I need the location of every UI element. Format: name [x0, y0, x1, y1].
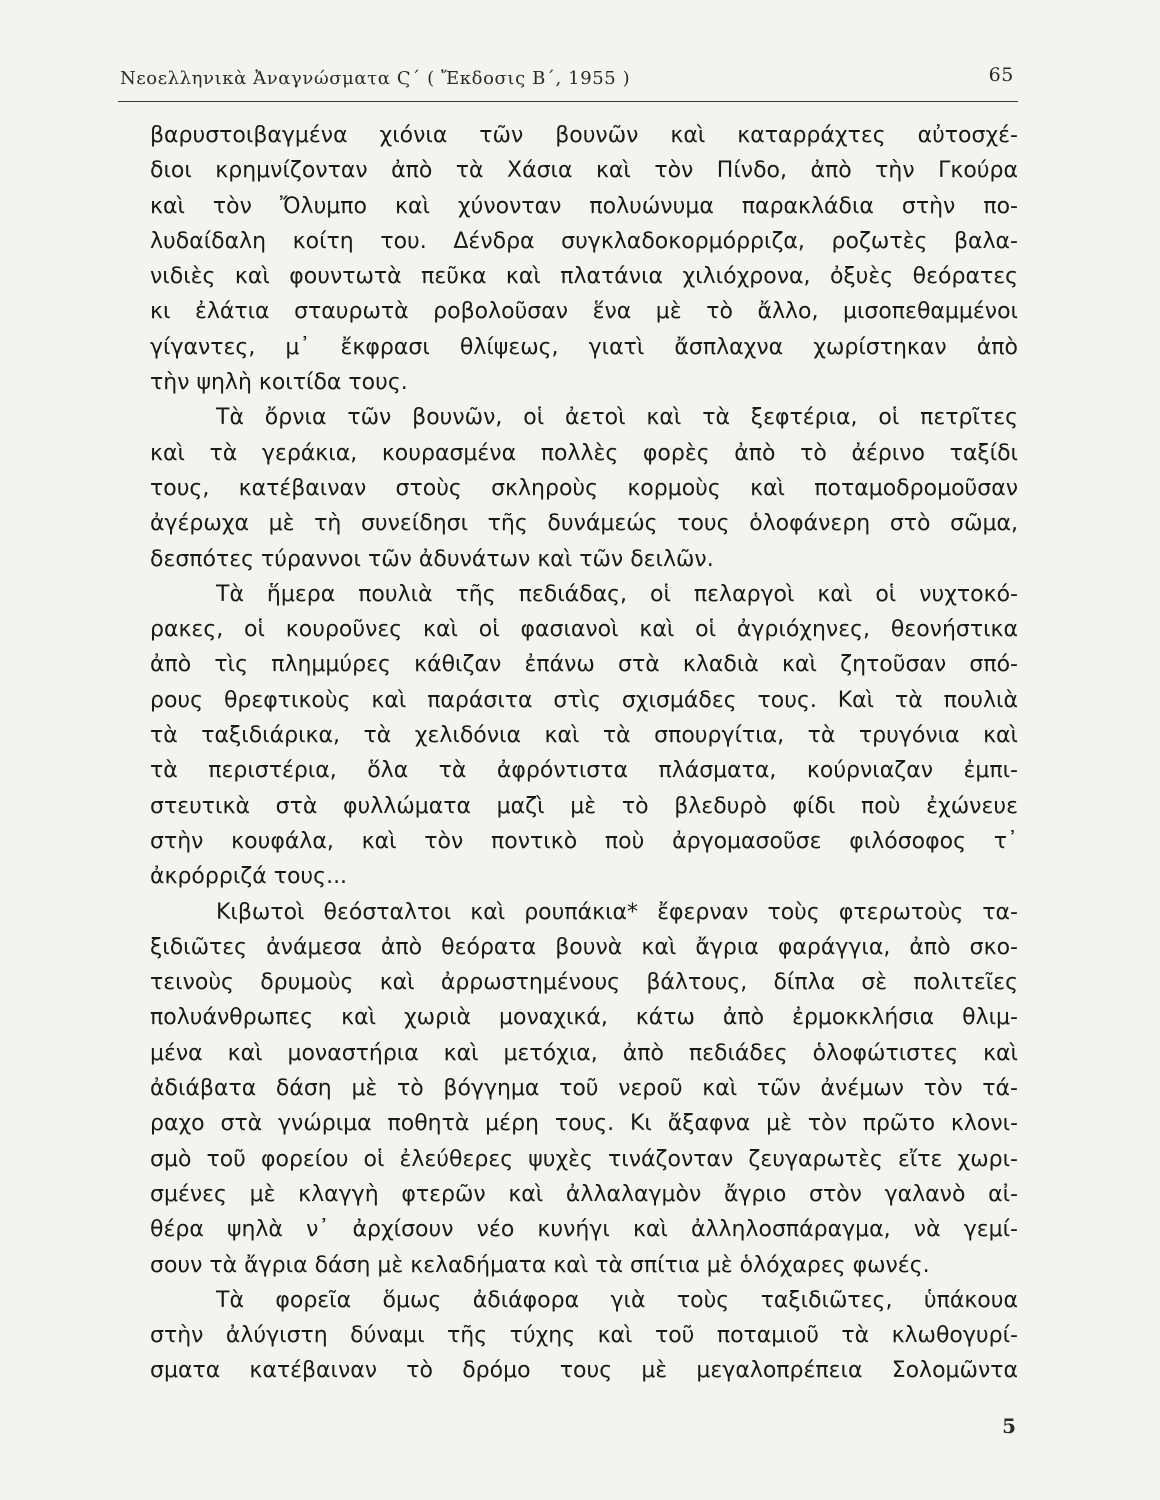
text-line: διοι κρημνίζονταν ἀπὸ τὰ Χάσια καὶ τὸν Πίνδο, ἀπὸ τὴν Γκούρα [150, 158, 1018, 184]
text-line: καὶ τὰ γεράκια, κουρασμένα πολλὲς φορὲς ἀπὸ τὸ ἀέρινο ταξίδι [150, 440, 1018, 466]
text-line: στευτικὰ στὰ φυλλώματα μαζὶ μὲ τὸ βλεδυρὸ φίδι ποὺ ἐχώνευε [150, 793, 1018, 819]
text-line: ρους θρεφτικοὺς καὶ παράσιτα στὶς σχισμάδες τους. Καὶ τὰ πουλιὰ [150, 687, 1018, 713]
paragraph [150, 118, 1018, 400]
text-line: τεινοὺς δρυμοὺς καὶ ἀρρωστημένους βάλτους, δίπλα σὲ πολιτεῖες [150, 970, 1018, 996]
text-line: μένα καὶ μοναστήρια καὶ μετόχια, ἀπὸ πεδιάδες ὁλοφώτιστες καὶ [150, 1040, 1018, 1066]
text-line: τους, κατέβαιναν στοὺς σκληροὺς κορμοὺς καὶ ποταμοδρομοῦσαν [150, 475, 1018, 501]
text-line: Κιβωτοὶ θεόσταλτοι καὶ ρουπάκια* ἔφερναν τοὺς φτερωτοὺς τα- [216, 899, 1018, 925]
text-line: τὰ ταξιδιάρικα, τὰ χελιδόνια καὶ τὰ σπουργίτια, τὰ τρυγόνια καὶ [150, 723, 1018, 749]
text-line: σμὸ τοῦ φορείου οἱ ἐλεύθερες ψυχὲς τινάζονταν ζευγαρωτὲς εἴτε χωρι- [150, 1146, 1018, 1172]
text-line: Τὰ ἥμερα πουλιὰ τῆς πεδιάδας, οἱ πελαργοὶ καὶ οἱ νυχτοκό- [216, 581, 1018, 607]
text-line: σουν τὰ ἄγρια δάση μὲ κελαδήματα καὶ τὰ σπίτια μὲ ὁλόχαρες φωνές. [150, 1252, 930, 1278]
paragraph [150, 400, 1018, 576]
text-line: Τὰ φορεῖα ὅμως ἀδιάφορα γιὰ τοὺς ταξιδιῶτες, ὑπάκουα [216, 1287, 1018, 1313]
text-line: Τὰ ὄρνια τῶν βουνῶν, οἱ ἀετοὶ καὶ τὰ ξεφτέρια, οἱ πετρῖτες [216, 405, 1018, 431]
header-rule [118, 101, 1018, 102]
text-line: πολυάνθρωπες καὶ χωριὰ μοναχικά, κάτω ἀπὸ ἐρμοκκλήσια θλιμ- [150, 1005, 1018, 1031]
text-line: σμένες μὲ κλαγγὴ φτερῶν καὶ ἀλλαλαγμὸν ἄγριο στὸν γαλανὸ αἰ- [150, 1181, 1018, 1207]
text-line: γίγαντες, μ᾽ ἔκφρασι θλίψεως, γιατὶ ἄσπλαχνα χωρίστηκαν ἀπὸ [150, 334, 1018, 360]
text-line: ἀκρόρριζά τους... [150, 864, 348, 890]
signature-mark: 5 [1002, 1414, 1016, 1438]
text-line: βαρυστοιβαγμένα χιόνια τῶν βουνῶν καὶ καταρράχτες αὐτοσχέ- [150, 123, 1018, 148]
text-line: ραχο στὰ γνώριμα ποθητὰ μέρη τους. Κι ἄξαφνα μὲ τὸν πρῶτο κλονι- [150, 1111, 1018, 1137]
text-line: ἀδιάβατα δάση μὲ τὸ βόγγημα τοῦ νεροῦ καὶ τῶν ἀνέμων τὸν τά- [150, 1076, 1018, 1102]
paragraph [150, 895, 1018, 1283]
text-line: τὰ περιστέρια, ὅλα τὰ ἀφρόντιστα πλάσματα, κούρνιαζαν ἐμπι- [150, 758, 1018, 784]
text-line: θέρα ψηλὰ ν᾽ ἀρχίσουν νέο κυνήγι καὶ ἀλληλοσπάραγμα, νὰ γεμί- [150, 1217, 1018, 1243]
text-line: ξιδιῶτες ἀνάμεσα ἀπὸ θεόρατα βουνὰ καὶ ἄγρια φαράγγια, ἀπὸ σκο- [150, 934, 1018, 960]
text-line: στὴν κουφάλα, καὶ τὸν ποντικὸ ποὺ ἀργομασοῦσε φιλόσοφος τ᾽ [150, 828, 1018, 854]
body-text [150, 118, 1018, 1389]
text-line: ἀπὸ τὶς πλημμύρες κάθιζαν ἐπάνω στὰ κλαδιὰ καὶ ζητοῦσαν σπό- [150, 652, 1018, 678]
text-line: καὶ τὸν Ὄλυμπο καὶ χύνονταν πολυώνυμα παρακλάδια στὴν πο- [150, 193, 1018, 219]
page-number: 65 [988, 64, 1014, 86]
text-line: νιδιὲς καὶ φουντωτὰ πεῦκα καὶ πλατάνια χιλιόχρονα, ὀξυὲς θεόρατες [150, 264, 1018, 290]
text-line: τὴν ψηλὴ κοιτίδα τους. [150, 370, 408, 396]
paragraph [150, 1283, 1018, 1389]
text-line: κι ἐλάτια σταυρωτὰ ροβολοῦσαν ἕνα μὲ τὸ ἄλλο, μισοπεθαμμένοι [150, 299, 1018, 325]
paragraph [150, 577, 1018, 895]
running-title: Νεοελληνικὰ Ἀναγνώσματα Ϛ΄ ( Ἔκδοσις Β΄, 1955 ) [120, 68, 631, 89]
text-line: στὴν ἀλύγιστη δύναμι τῆς τύχης καὶ τοῦ ποταμιοῦ τὰ κλωθογυρί- [150, 1323, 1018, 1349]
text-line: σματα κατέβαιναν τὸ δρόμο τους μὲ μεγαλοπρέπεια Σολομῶντα [150, 1358, 1018, 1384]
text-line: δεσπότες τύραννοι τῶν ἀδυνάτων καὶ τῶν δειλῶν. [150, 546, 714, 572]
page-header [120, 62, 1018, 102]
text-line: ἀγέρωχα μὲ τὴ συνείδησι τῆς δυνάμεώς τους ὁλοφάνερη στὸ σῶμα, [150, 511, 1018, 537]
text-line: λυδαίδαλη κοίτη του. Δένδρα συγκλαδοκορμόρριζα, ροζωτὲς βαλα- [150, 228, 1018, 254]
text-line: ρακες, οἱ κουροῦνες καὶ οἱ φασιανοὶ καὶ οἱ ἀγριόχηνες, θεονήστικα [150, 617, 1018, 643]
